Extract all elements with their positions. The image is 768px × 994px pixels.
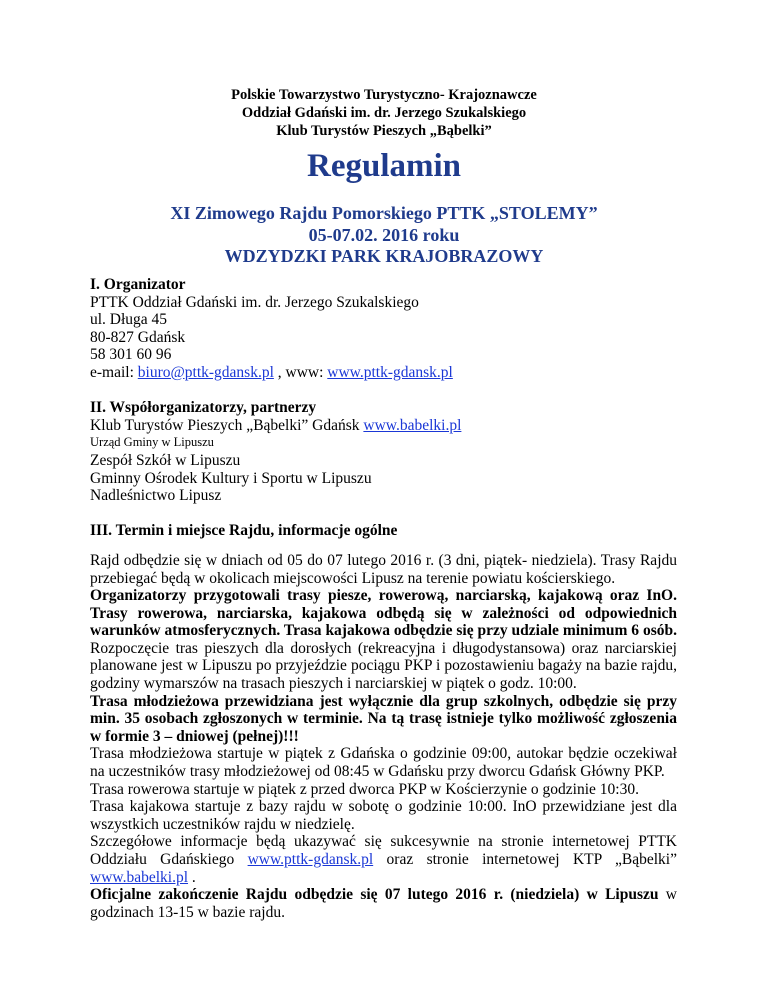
- organizer-phone: 58 301 60 96: [90, 346, 172, 364]
- organizer-name: PTTK Oddział Gdański im. dr. Jerzego Szukalskiego: [90, 293, 419, 311]
- partner-item: Zespół Szkół w Lipuszu: [90, 451, 241, 469]
- paragraph: Organizatorzy przygotowali trasy piesze, rowerową, narciarską, kajakową oraz InO. Trasy rowerowa, narciarska, kajakowa odbędą się w zależności od odpowiednich warunków atmosferycznych. Trasa kajakowa odbędzie się przy udziale minimum 6 osób. Rozpoczęcie tras pieszych dla dorosłych (rekreacyjna i długodystansowa) oraz narciarskiej planowane jest w Lipuszu po przyjeździe pociągu PKP i pozostawieniu bagaży na bazie rajdu, godziny wymarszów na trasach pieszych i narciarskiej w piątek o godz. 10:00.: [90, 587, 677, 693]
- paragraph: Rajd odbędzie się w dniach od 05 do 07 lutego 2016 r. (3 dni, piątek- niedziela). Trasy Rajdu przebiegać będą w okolicach miejscowości Lipusz na terenie powiatu kościerskiego.: [90, 551, 677, 587]
- website-link[interactable]: www.pttk-gdansk.pl: [327, 363, 453, 381]
- organizer-contact: [90, 364, 677, 382]
- subtitle-line-2: 05-07.02. 2016 roku: [308, 224, 460, 245]
- document-title: Regulamin: [306, 148, 461, 184]
- paragraph: Trasa rowerowa startuje w piątek z przed dworca PKP w Kościerzynie o godzinie 10:30.: [90, 780, 639, 798]
- section-heading: II. Współorganizatorzy, partnerzy: [90, 399, 317, 417]
- partner-item: Nadleśnictwo Lipusz: [90, 487, 222, 505]
- section-heading: III. Termin i miejsce Rajdu, informacje ogólne: [90, 522, 398, 540]
- header-line-3: Klub Turystów Pieszych „Bąbelki”: [276, 123, 492, 139]
- babelki-link[interactable]: www.babelki.pl: [363, 416, 462, 434]
- paragraph: Oficjalne zakończenie Rajdu odbędzie się 07 lutego 2016 r. (niedziela) w Lipuszu w godzinach 13-15 w bazie rajdu.: [90, 886, 678, 921]
- organization-header: [0, 86, 768, 140]
- paragraph: Trasa młodzieżowa startuje w piątek z Gdańska o godzinie 09:00, autokar będzie oczekiwał na uczestników trasy młodzieżowej od 08:45 w Gdańsku przy dworcu Gdańsk Główny PKP.: [90, 745, 677, 781]
- header-line-2: Oddział Gdański im. dr. Jerzego Szukalskiego: [241, 105, 527, 121]
- header-line-1: Polskie Towarzystwo Turystyczno- Krajoznawcze: [231, 87, 537, 103]
- section-terms: [90, 522, 677, 921]
- section-heading: I. Organizator: [90, 276, 186, 293]
- subtitle-line-1: XI Zimowego Rajdu Pomorskiego PTTK „STOLEMY”: [170, 203, 598, 223]
- organizer-street: ul. Długa 45: [90, 311, 168, 329]
- email-link[interactable]: biuro@pttk-gdansk.pl: [137, 363, 274, 381]
- section-organizer: [90, 276, 677, 382]
- document-body: [90, 276, 677, 921]
- paragraph: Szczegółowe informacje będą ukazywać się sukcesywnie na stronie internetowej PTTK Oddziału Gdańskiego www.pttk-gdansk.pl oraz stronie internetowej KTP „Bąbelki” www.babelki.pl .: [90, 833, 677, 886]
- email-label: e-mail:: [90, 363, 138, 381]
- organizer-city: 80-827 Gdańsk: [90, 328, 186, 346]
- partner-item: Urząd Gminy w Lipuszu: [90, 435, 214, 450]
- event-subtitle: [0, 203, 768, 268]
- section-partners: [90, 399, 677, 505]
- babelki-link[interactable]: www.babelki.pl: [90, 868, 189, 886]
- subtitle-line-3: WDZYDZKI PARK KRAJOBRAZOWY: [224, 246, 544, 266]
- paragraph: Trasa kajakowa startuje z bazy rajdu w sobotę o godzinie 10:00. InO przewidziane jest dla wszystkich uczestników rajdu w niedzielę.: [90, 798, 677, 833]
- pttk-link[interactable]: www.pttk-gdansk.pl: [247, 851, 374, 868]
- partner-item: Klub Turystów Pieszych „Bąbelki” Gdańsk www.babelki.pl: [90, 416, 462, 434]
- partner-item: Gminny Ośrodek Kultury i Sportu w Lipuszu: [90, 469, 372, 487]
- www-label: , www:: [273, 363, 328, 381]
- paragraph: Trasa młodzieżowa przewidziana jest wyłącznie dla grup szkolnych, odbędzie się przy min. 35 osobach zgłoszonych w terminie. Na tą trasę istnieje tylko możliwość zgłoszenia w formie 3 – dniowej (pełnej)!!!: [90, 692, 677, 745]
